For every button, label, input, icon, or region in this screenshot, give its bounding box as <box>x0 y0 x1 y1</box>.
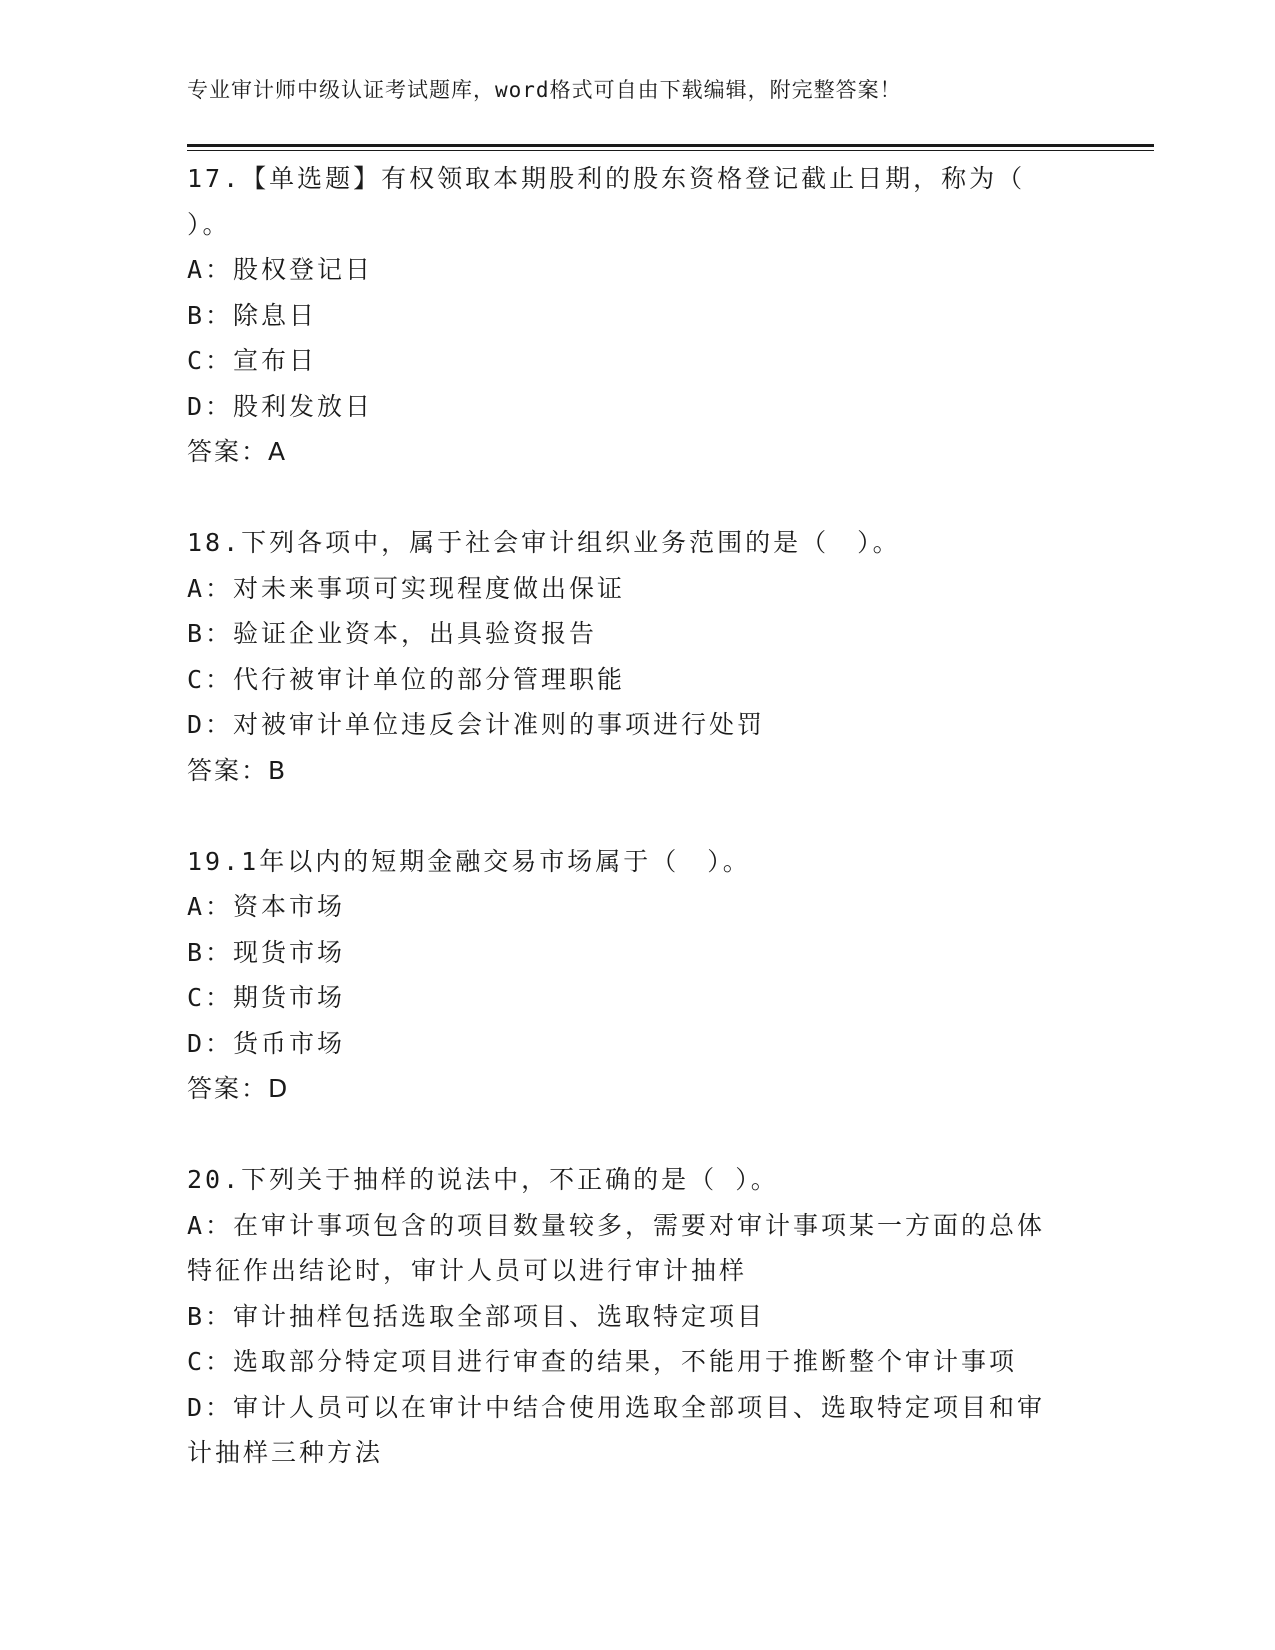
question-stem: 17.【单选题】有权领取本期股利的股东资格登记截止日期，称为（ <box>187 164 1026 193</box>
question-stem: 18.下列各项中，属于社会审计组织业务范围的是（ ）。 <box>187 528 901 557</box>
option-a: A：对未来事项可实现程度做出保证 <box>187 573 626 603</box>
option-c: C：选取部分特定项目进行审查的结果，不能用于推断整个审计事项 <box>187 1347 1018 1376</box>
header-rule-thick <box>187 144 1154 147</box>
option-a: A：股权登记日 <box>187 255 374 284</box>
answer-label: 答案：D <box>187 1074 290 1103</box>
page-header: 专业审计师中级认证考试题库，word格式可自由下载编辑，附完整答案！ <box>187 78 902 102</box>
question-stem: 19.1年以内的短期金融交易市场属于（ ）。 <box>187 846 751 876</box>
question-18 <box>187 520 1087 793</box>
option-d: D：股利发放日 <box>187 391 374 421</box>
option-c: C：宣布日 <box>187 346 318 375</box>
option-b: B：除息日 <box>187 300 318 330</box>
header-rule-thin <box>187 150 1154 151</box>
option-b: B：审计抽样包括选取全部项目、选取特定项目 <box>187 1301 766 1331</box>
option-a-continued: 特征作出结论时，审计人员可以进行审计抽样 <box>187 1256 748 1285</box>
question-17 <box>187 156 1087 475</box>
option-a: A：在审计事项包含的项目数量较多，需要对审计事项某一方面的总体 <box>187 1210 1046 1240</box>
answer-label: 答案：A <box>187 437 288 466</box>
answer-label: 答案：B <box>187 755 288 785</box>
question-stem: ）。 <box>187 209 231 239</box>
option-b: B：验证企业资本，出具验资报告 <box>187 619 598 648</box>
option-c: C：期货市场 <box>187 983 346 1012</box>
option-d-continued: 计抽样三种方法 <box>187 1438 384 1467</box>
question-list <box>187 156 1087 1521</box>
question-19 <box>187 839 1087 1112</box>
option-d: D：审计人员可以在审计中结合使用选取全部项目、选取特定项目和审 <box>187 1392 1046 1422</box>
option-c: C：代行被审计单位的部分管理职能 <box>187 664 626 694</box>
option-b: B：现货市场 <box>187 937 346 967</box>
option-d: D：对被审计单位违反会计准则的事项进行处罚 <box>187 710 766 739</box>
option-d: D：货币市场 <box>187 1028 346 1058</box>
question-20 <box>187 1157 1087 1476</box>
question-stem: 20.下列关于抽样的说法中，不正确的是（ ）。 <box>187 1165 779 1194</box>
option-a: A：资本市场 <box>187 892 346 921</box>
